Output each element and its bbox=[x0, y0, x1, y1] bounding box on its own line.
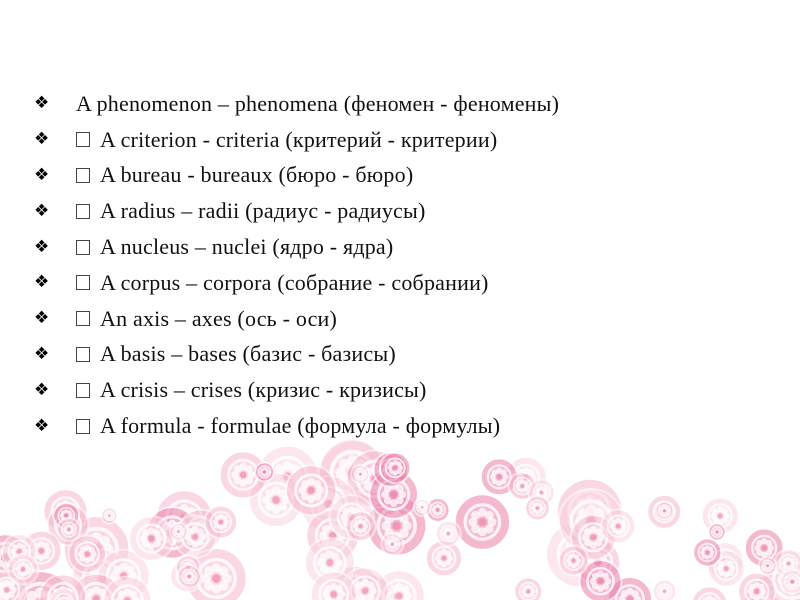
flower-circle bbox=[380, 453, 411, 484]
flower-circle bbox=[708, 550, 745, 587]
flower-circle bbox=[436, 521, 461, 546]
missing-glyph-box-icon bbox=[76, 311, 90, 326]
flower-circle bbox=[220, 451, 267, 498]
list-item-text: A bureau - bureaux (бюро - бюро) bbox=[100, 162, 414, 188]
diamond-bullet-icon: ❖ bbox=[34, 164, 50, 185]
flower-circle bbox=[305, 538, 355, 588]
flower-circle bbox=[508, 472, 536, 500]
flower-circle bbox=[306, 509, 359, 562]
missing-glyph-box-icon bbox=[76, 168, 90, 183]
flower-circle bbox=[47, 504, 88, 545]
flower-circle bbox=[426, 540, 462, 576]
flower-circle bbox=[170, 523, 188, 541]
flower-circle bbox=[68, 535, 106, 573]
flower-circle bbox=[0, 534, 29, 580]
list-item bbox=[34, 265, 774, 301]
bullet-list bbox=[34, 86, 774, 444]
flower-circle bbox=[525, 496, 550, 521]
diamond-bullet-icon: ❖ bbox=[34, 308, 50, 329]
flower-circle bbox=[346, 511, 376, 541]
flower-circle bbox=[43, 489, 87, 533]
flower-circle bbox=[367, 496, 427, 556]
flower-circle bbox=[57, 518, 80, 541]
flower-circle bbox=[146, 507, 198, 559]
flower-circle bbox=[579, 560, 621, 600]
flower-circle bbox=[571, 515, 616, 560]
list-item bbox=[34, 229, 774, 265]
missing-glyph-box-icon bbox=[76, 419, 90, 434]
flower-circle bbox=[653, 580, 677, 600]
list-item bbox=[34, 158, 774, 194]
flower-circle bbox=[351, 465, 369, 483]
flower-circle bbox=[414, 499, 431, 516]
flower-circle bbox=[647, 495, 681, 529]
diamond-bullet-icon: ❖ bbox=[34, 343, 50, 364]
flower-circle bbox=[759, 557, 777, 575]
flower-circle bbox=[738, 573, 775, 600]
flower-circle bbox=[7, 571, 73, 600]
missing-glyph-box-icon bbox=[76, 132, 90, 147]
flower-circle bbox=[426, 498, 450, 522]
list-item-text: A corpus – corpora (собрание - собрании) bbox=[100, 269, 489, 295]
flower-circle bbox=[559, 489, 623, 553]
list-item bbox=[34, 372, 774, 408]
flower-circle bbox=[255, 462, 274, 481]
flower-circle bbox=[249, 473, 303, 527]
flower-circle bbox=[174, 516, 216, 558]
diamond-bullet-icon: ❖ bbox=[34, 415, 50, 436]
flower-circle bbox=[186, 548, 247, 600]
flower-circle bbox=[557, 479, 623, 545]
flower-circle bbox=[373, 452, 407, 486]
flower-circle bbox=[528, 479, 554, 505]
list-item-text: A nucleus – nuclei (ядро - ядра) bbox=[100, 234, 394, 260]
flower-circle bbox=[205, 506, 238, 539]
flower-circle bbox=[745, 529, 784, 568]
flower-circle bbox=[744, 573, 800, 600]
flower-circle bbox=[129, 516, 174, 561]
diamond-bullet-icon: ❖ bbox=[34, 200, 50, 221]
flower-circle bbox=[342, 568, 389, 600]
flower-circle bbox=[178, 565, 201, 588]
flower-circle bbox=[179, 509, 222, 552]
flower-circle bbox=[762, 550, 800, 600]
flower-circle bbox=[369, 470, 418, 519]
flower-circle bbox=[156, 490, 213, 547]
flower-circle bbox=[286, 465, 336, 515]
flower-circle bbox=[101, 508, 117, 524]
diamond-bullet-icon: ❖ bbox=[34, 379, 50, 400]
list-item-text: A basis – bases (базис - базисы) bbox=[100, 341, 396, 367]
missing-glyph-box-icon bbox=[76, 275, 90, 290]
flower-circle bbox=[176, 555, 200, 579]
flower-circle bbox=[708, 523, 725, 540]
list-item bbox=[34, 301, 774, 337]
flower-circle bbox=[373, 570, 424, 600]
flower-circle bbox=[514, 577, 542, 600]
missing-glyph-box-icon bbox=[76, 240, 90, 255]
flower-circle bbox=[319, 439, 386, 506]
flower-circle bbox=[300, 476, 357, 533]
flower-circle bbox=[97, 550, 149, 600]
list-item-text: A criterion - criteria (критерий - критерии) bbox=[100, 126, 498, 152]
list-item-text: A formula - formulae (формула - формулы) bbox=[100, 413, 501, 439]
flower-circle bbox=[328, 566, 382, 600]
flower-circle bbox=[575, 540, 620, 585]
flower-circle bbox=[40, 575, 87, 600]
list-item bbox=[34, 86, 774, 122]
list-item-text: A radius – radii (радиус - радиусы) bbox=[100, 198, 426, 224]
diamond-bullet-icon: ❖ bbox=[34, 272, 50, 293]
flower-circle bbox=[546, 521, 612, 587]
flower-circle bbox=[559, 546, 589, 576]
list-item bbox=[34, 337, 774, 373]
flower-circle bbox=[311, 572, 357, 600]
missing-glyph-box-icon bbox=[76, 347, 90, 362]
missing-glyph-box-icon bbox=[76, 383, 90, 398]
flower-circle bbox=[505, 457, 547, 499]
diamond-bullet-icon: ❖ bbox=[34, 129, 50, 150]
diamond-bullet-icon: ❖ bbox=[34, 236, 50, 257]
flower-circle bbox=[0, 570, 26, 600]
flower-circle bbox=[455, 494, 510, 549]
flower-circle bbox=[330, 495, 374, 539]
list-item bbox=[34, 408, 774, 444]
flower-circle bbox=[780, 570, 800, 594]
list-item-text: An axis – axes (ось - оси) bbox=[100, 305, 338, 331]
flower-circle bbox=[170, 560, 202, 592]
flower-circle bbox=[71, 574, 121, 600]
flower-circle bbox=[8, 554, 39, 585]
flower-circle bbox=[257, 446, 319, 508]
diamond-bullet-icon: ❖ bbox=[34, 93, 50, 114]
list-item-text: A phenomenon – phenomena (феномен - феномены) bbox=[76, 90, 560, 116]
flower-circle bbox=[693, 538, 721, 566]
flower-circle bbox=[702, 497, 739, 534]
flower-circle bbox=[481, 458, 518, 495]
flower-circle bbox=[336, 574, 398, 600]
flower-circle bbox=[64, 516, 130, 582]
flower-circle bbox=[347, 450, 404, 507]
list-item-text: A crisis – crises (кризис - кризисы) bbox=[100, 377, 427, 403]
flower-circle bbox=[2, 534, 37, 569]
flower-circle bbox=[692, 586, 728, 600]
flower-circle bbox=[50, 588, 78, 600]
flower-circle bbox=[608, 577, 652, 600]
flower-circle bbox=[655, 502, 673, 520]
list-item bbox=[34, 122, 774, 158]
flower-circle bbox=[21, 531, 61, 571]
flower-circle bbox=[103, 577, 151, 600]
flower-circle bbox=[601, 509, 635, 543]
flower-circle bbox=[774, 549, 800, 577]
list-item bbox=[34, 193, 774, 229]
flower-circle bbox=[706, 542, 744, 580]
flower-circle bbox=[53, 503, 79, 529]
flower-circle bbox=[72, 550, 132, 600]
flower-circle bbox=[319, 441, 387, 509]
flower-circle bbox=[381, 533, 403, 555]
missing-glyph-box-icon bbox=[76, 204, 90, 219]
